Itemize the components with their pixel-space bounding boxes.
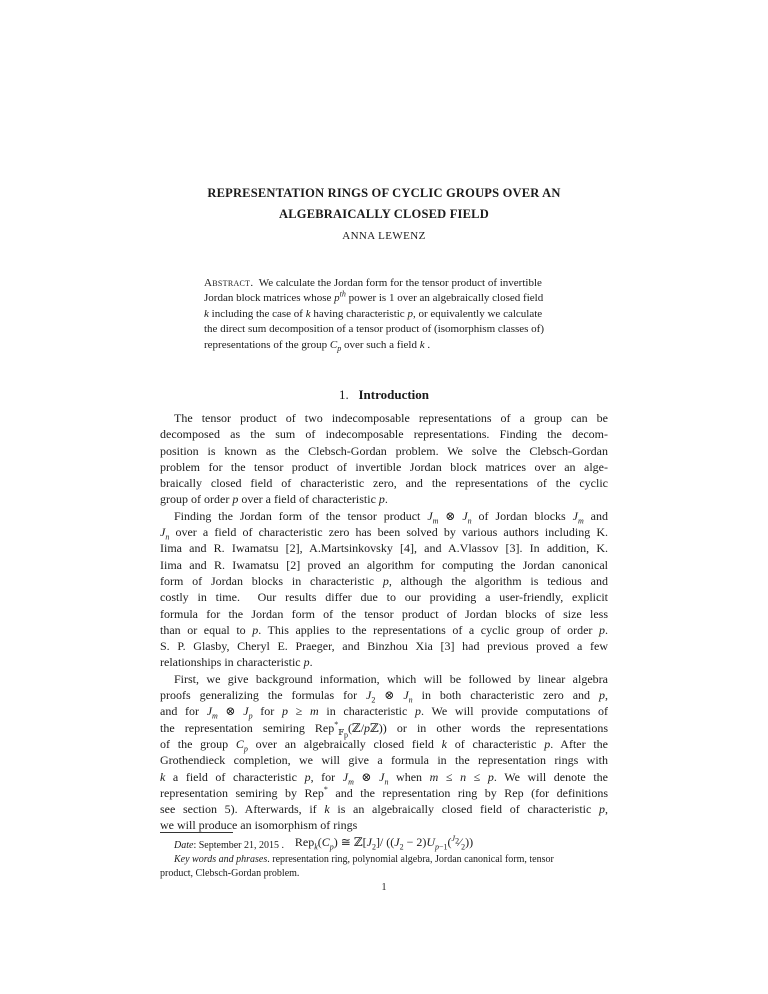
abstract-label: Abstract. xyxy=(204,277,254,289)
keywords-line-2: product, Clebsch-Gordan problem. xyxy=(160,867,300,879)
date-label: Date xyxy=(174,840,194,851)
page-number: 1 xyxy=(381,882,387,893)
date-value: : September 21, 2015 . xyxy=(193,840,284,851)
section-number: 1. xyxy=(338,387,349,402)
author-name: ANNA LEWENZ xyxy=(342,230,426,242)
section-title: Introduction xyxy=(358,387,430,402)
footnote-rule xyxy=(160,832,233,833)
title-line-2: ALGEBRAICALLY CLOSED FIELD xyxy=(279,207,489,221)
abstract: Abstract. We calculate the Jordan form for the tensor product of invertible Jordan block matrices whose $p^{th}$ power is 1 over an algebraically closed field k including the case of k having characteristic p, or equivalently we calculate the direct sum decomposition of a tensor product of (isomorphism classes of) representations of the group $C_p$ over such a field k . xyxy=(204,277,545,353)
section-heading xyxy=(160,387,608,403)
title-line-1: REPRESENTATION RINGS OF CYCLIC GROUPS OVER AN xyxy=(207,186,561,200)
footnotes xyxy=(160,839,608,880)
introduction-body: The tensor product of two indecomposable representations of a group can be decomposed as the sum of indecomposable representations. Finding the decom- position is known as the Clebsch-Gordan problem. We solve the Clebsch-Gordan problem for the tensor product of invertible Jordan block matrices over an alge- braically closed field of characteristic zero, and the representations of the cyclic group of order p over a field of characteristic p. Finding the Jordan form of the tensor product $J_m$ ⊗ $J_n$ of Jordan blocks $J_m$ and $J_n$ over a field of characteristic zero has been solved by various authors including K. Iima and R. Iwamatsu [2], A.Martsinkovsky [4], and A.Vlassov [3]. In addition, K. Iima and R. Iwamatsu [2] proved an algorithm for computing the Jordan canonical form of Jordan blocks in characteristic p, although the algorithm is tedious and costly in time. Our results differ due to our providing a user-friendly, explicit formula for the Jordan form of the tensor product of Jordan blocks of size less than or equal to p. This applies to the representations of a cyclic group of order p. S. P. Glasby, Cheryl E. Praeger, and Binzhou Xia [3] had previous proved a few relationships in characteristic p. First, we give background information, which will be followed by linear algebra proofs generalizing the formulas for $J_2$ ⊗ $J_n$ in both characteristic zero and p, and for $J_m$ ⊗ $J_p$ for p ≥ m in characteristic p. We will provide computations of the representation semiring Rep*$_{𝔽_p}$(ℤ/pℤ)) or in other words the representations of the group $C_p$ over an algebraically closed field k of characteristic p. After the Grothendieck completion, we will give a formula in the representation rings with k a field of characteristic p, for $J_m$ ⊗ $J_n$ when m ≤ n ≤ p. We will denote the representation semiring by Rep* and the representation ring by Rep (for definitions see section 5). Afterwards, if k is an algebraically closed field of characteristic p, we will produce an isomorphism of rings $Rep_k(C_p)$ ≅ $ℤ[J_2]/$ (($J_2$ − $2)U_{p-1}(^{J_2}⁄_2)$) xyxy=(160,411,609,852)
paper-title xyxy=(160,183,608,225)
main-isomorphism-equation: $Rep_k(C_p)$ ≅ $ℤ[J_2]/$ (($J_2$ − $2)U_{p-1}(^{J_2}⁄_2)$) xyxy=(294,833,474,852)
keywords-label: Key words and phrases xyxy=(174,853,268,865)
keywords-line-1: . representation ring, polynomial algebra, Jordan canonical form, tensor xyxy=(267,853,554,865)
